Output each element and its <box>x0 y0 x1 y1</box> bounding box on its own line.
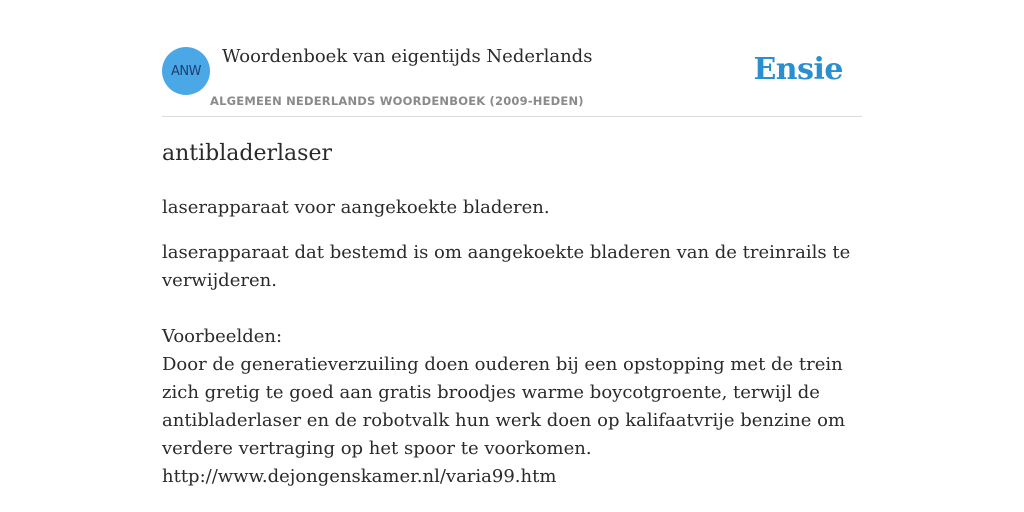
entry-card <box>162 0 862 512</box>
dictionary-subtitle: ALGEMEEN NEDERLANDS WOORDENBOEK (2009-HEDEN) <box>210 94 584 108</box>
logo-text: ANW <box>171 63 201 79</box>
source-link[interactable]: http://www.dejongenskamer.nl/varia99.htm <box>162 466 557 487</box>
definition: laserapparaat voor aangekoekte bladeren. <box>162 197 550 218</box>
examples-label: Voorbeelden: <box>162 326 283 347</box>
dictionary-title[interactable]: Woordenboek van eigentijds Nederlands <box>222 46 593 67</box>
dictionary-header <box>162 0 862 117</box>
explanation: laserapparaat dat bestemd is om aangekoekte bladeren van de treinrails te verwijderen. <box>162 242 851 291</box>
example-text: Door de generatieverzuiling doen ouderen bij een opstopping met de trein zich gretig te goed aan gratis broodjes warme boycotgroente, terwijl de antibladerlaser en de robotvalk hun werk doen op kalifaatvrije benzine om verdere vertraging op het spoor te voorkomen. <box>162 354 846 459</box>
anw-logo[interactable] <box>162 47 210 95</box>
headword: antibladerlaser <box>162 141 332 166</box>
ensie-brand-logo[interactable]: Ensie <box>753 52 843 87</box>
